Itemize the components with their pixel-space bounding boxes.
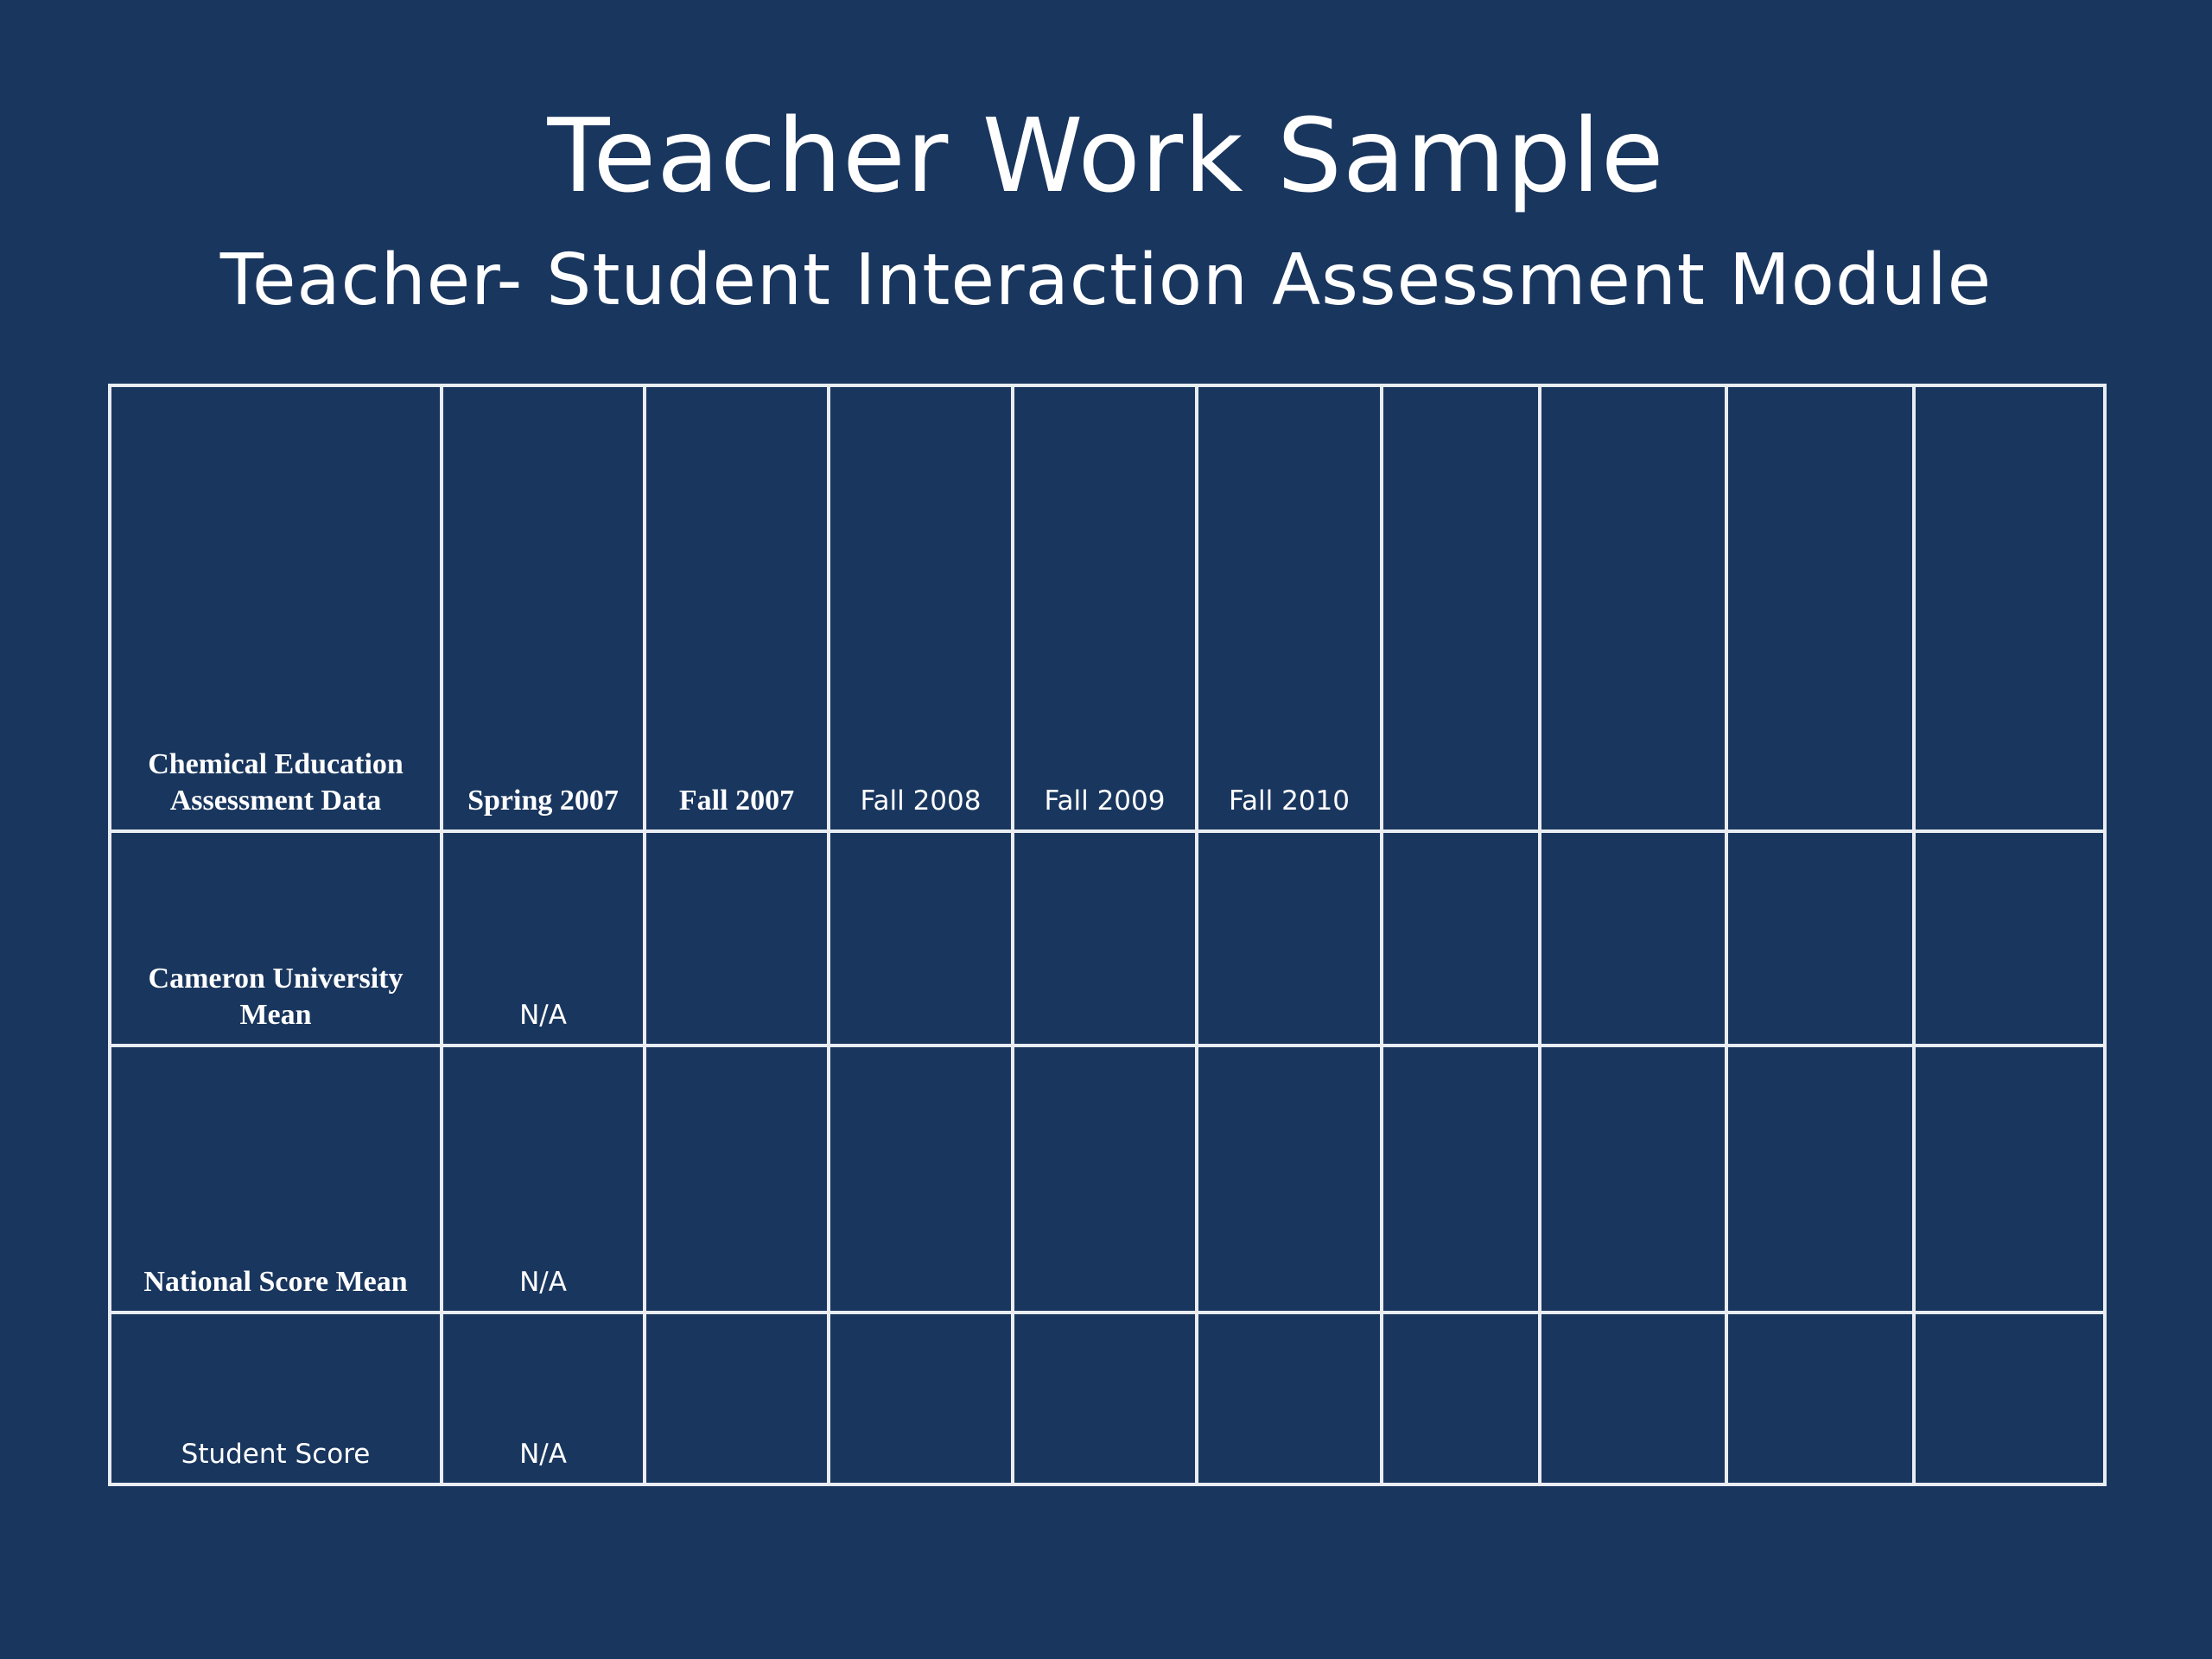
row-label: National Score Mean [110, 1046, 442, 1313]
row-label: Cameron University Mean [110, 831, 442, 1046]
table-cell: N/A [442, 831, 645, 1046]
table-header-row [110, 385, 2105, 831]
table-cell [1013, 831, 1197, 1046]
table-column-header: Fall 2009 [1013, 385, 1197, 831]
table-row [110, 1046, 2105, 1313]
table-cell [1726, 831, 1914, 1046]
table-column-header: Fall 2007 [645, 385, 829, 831]
slide-title: Teacher Work Sample [547, 96, 1665, 215]
table-cell [829, 831, 1013, 1046]
table-cell [1540, 831, 1726, 1046]
table-cell [1914, 831, 2105, 1046]
table-cell [1914, 1313, 2105, 1484]
table-column-header: Fall 2010 [1197, 385, 1382, 831]
table-cell [1382, 831, 1540, 1046]
table-column-header [1726, 385, 1914, 831]
table-cell [1726, 1046, 1914, 1313]
slide-subtitle: Teacher- Student Interaction Assessment Module [219, 239, 1993, 321]
table-cell [1197, 1313, 1382, 1484]
table-cell [1197, 1046, 1382, 1313]
table-row [110, 1313, 2105, 1484]
table-cell [645, 1046, 829, 1313]
table-column-header: Spring 2007 [442, 385, 645, 831]
table-cell [1540, 1046, 1726, 1313]
table-cell [829, 1046, 1013, 1313]
table-cell [1914, 1046, 2105, 1313]
table-row [110, 831, 2105, 1046]
table-cell: N/A [442, 1046, 645, 1313]
table-column-header [1914, 385, 2105, 831]
table-column-header [1382, 385, 1540, 831]
table-cell [1540, 1313, 1726, 1484]
table-cell: N/A [442, 1313, 645, 1484]
assessment-table [108, 384, 2107, 1486]
table-cell [1382, 1046, 1540, 1313]
table-cell [1726, 1313, 1914, 1484]
table-cell [1013, 1313, 1197, 1484]
table-cell [645, 1313, 829, 1484]
table-cell [829, 1313, 1013, 1484]
table-cell [1013, 1046, 1197, 1313]
table-cell [645, 831, 829, 1046]
row-label: Student Score [110, 1313, 442, 1484]
table-column-header [1540, 385, 1726, 831]
table-header-label: Chemical Education Assessment Data [110, 385, 442, 831]
table-cell [1197, 831, 1382, 1046]
table-column-header: Fall 2008 [829, 385, 1013, 831]
table-cell [1382, 1313, 1540, 1484]
